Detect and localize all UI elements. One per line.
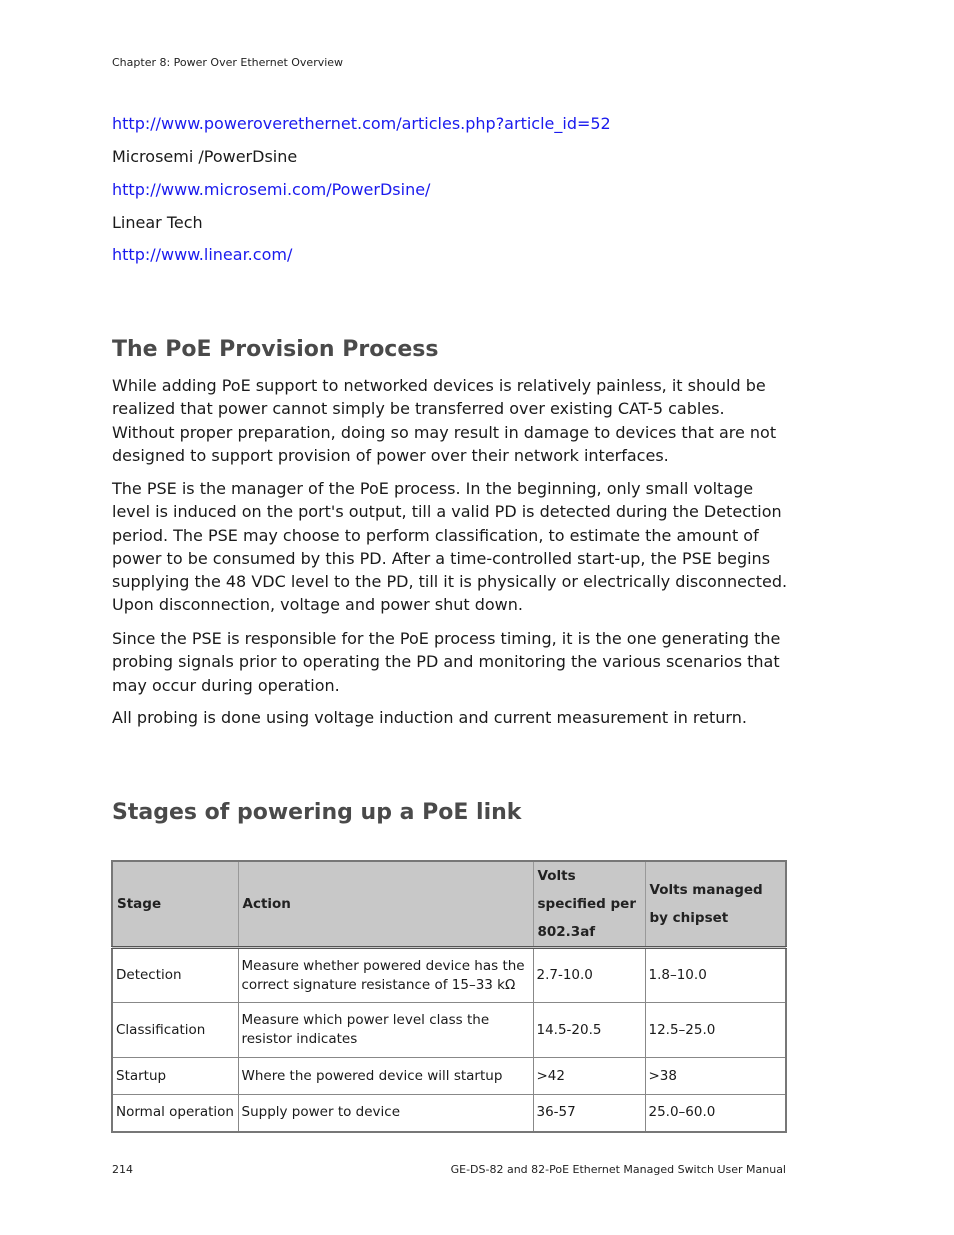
table-cell: >42 — [533, 1058, 645, 1095]
paragraph-probing: All probing is done using voltage induction and current measurement in return. — [112, 708, 747, 727]
table-cell: Measure whether powered device has the correct signature resistance of 15–33 kΩ — [238, 948, 533, 1003]
table-cell: Normal operation — [112, 1095, 238, 1132]
table-cell: >38 — [645, 1058, 786, 1095]
section-title-stages: Stages of powering up a PoE link — [112, 800, 522, 825]
table-cell: Startup — [112, 1058, 238, 1095]
linear-tech-label: Linear Tech — [112, 213, 203, 232]
table-row — [112, 1003, 786, 1058]
manual-title: GE-DS-82 and 82-PoE Ethernet Managed Switch User Manual — [450, 1163, 786, 1176]
poe-article-link[interactable]: http://www.poweroverethernet.com/articles.php?article_id=52 — [112, 114, 611, 133]
table-header-row — [112, 861, 786, 948]
chapter-header: Chapter 8: Power Over Ethernet Overview — [112, 56, 344, 69]
table-row — [112, 1095, 786, 1132]
header-volts-specified: Volts specified per 802.3af — [533, 861, 645, 948]
table-cell: Classification — [112, 1003, 238, 1058]
table-cell: Detection — [112, 948, 238, 1003]
table-cell: 12.5–25.0 — [645, 1003, 786, 1058]
header-stage: Stage — [112, 861, 238, 948]
table-cell: 25.0–60.0 — [645, 1095, 786, 1132]
paragraph-intro: While adding PoE support to networked devices is relatively painless, it should be realized that power cannot simply be transferred over existing CAT-5 cables. Without proper preparation, doing so may result in damage to devices that are not designed to support provision of power over their network interfaces. — [112, 376, 777, 465]
paragraph-pse-timing: Since the PSE is responsible for the PoE process timing, it is the one generating the probing signals prior to operating the PD and monitoring the various scenarios that may occur during operation. — [112, 629, 781, 695]
section-title-provision: The PoE Provision Process — [112, 337, 439, 362]
table-row — [112, 1058, 786, 1095]
stages-table — [111, 860, 787, 1133]
paragraph-pse-manager: The PSE is the manager of the PoE process. In the beginning, only small voltage level is induced on the port's output, till a valid PD is detected during the Detection period. The PSE may choose to perform classification, to estimate the amount of power to be consumed by this PD. After a time-controlled start-up, the PSE begins supplying the 48 VDC level to the PD, till it is physically or electrically disconnected. Upon disconnection, voltage and power shut down. — [112, 479, 788, 615]
microsemi-label: Microsemi /PowerDsine — [112, 147, 298, 166]
linear-link[interactable]: http://www.linear.com/ — [112, 245, 293, 264]
table-cell: 36-57 — [533, 1095, 645, 1132]
header-volts-managed: Volts managed by chipset — [645, 861, 786, 948]
page-number: 214 — [112, 1163, 133, 1176]
table-cell: Where the powered device will startup — [238, 1058, 533, 1095]
table-cell: Measure which power level class the resistor indicates — [238, 1003, 533, 1058]
table-row — [112, 948, 786, 1003]
table-cell: Supply power to device — [238, 1095, 533, 1132]
header-action: Action — [238, 861, 533, 948]
table-cell: 14.5-20.5 — [533, 1003, 645, 1058]
table-cell: 1.8–10.0 — [645, 948, 786, 1003]
microsemi-link[interactable]: http://www.microsemi.com/PowerDsine/ — [112, 180, 431, 199]
table-cell: 2.7-10.0 — [533, 948, 645, 1003]
